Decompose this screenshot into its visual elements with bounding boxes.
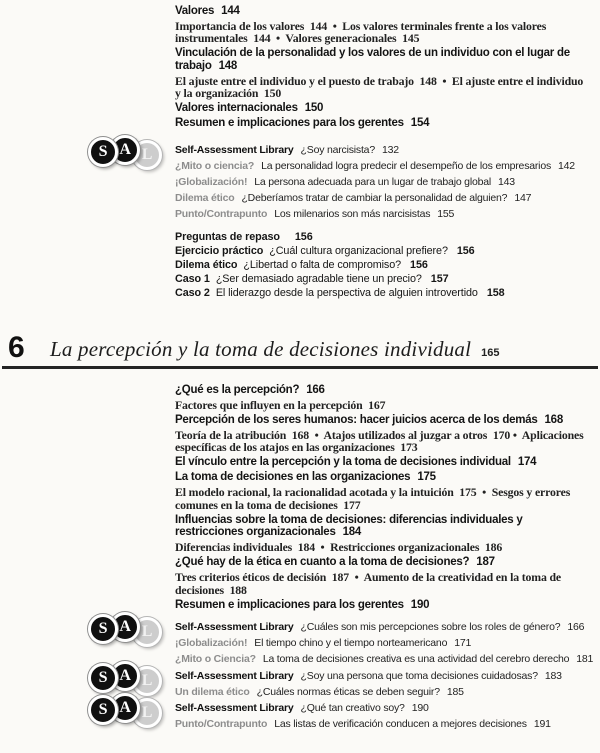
feature-label: Self-Assessment Library xyxy=(175,621,294,633)
section-heading-text: Resumen e implicaciones para los gerentes xyxy=(175,117,404,129)
review-title: ¿Ser demasiado agradable tiene un precio? xyxy=(215,273,422,286)
subsection-entry: Tres criterios éticos de decisión 187 • Aumento de la creatividad en la toma de decisiones 188 xyxy=(175,570,564,597)
page-number: 166 xyxy=(306,383,325,396)
feature-title: El tiempo chino y el tiempo norteamericano xyxy=(254,637,448,650)
review-label: Caso 2 xyxy=(175,287,210,300)
page-number: 148 xyxy=(218,59,238,72)
sal-feature-row xyxy=(98,618,589,640)
section-heading xyxy=(175,102,589,115)
section-heading xyxy=(175,47,589,72)
page-number: 175 xyxy=(417,471,436,483)
section-heading-text: Vinculación de la personalidad y los valores de un individuo con el lugar de trabajo xyxy=(175,47,570,72)
page-number: 171 xyxy=(454,637,472,650)
page-number: 166 xyxy=(567,621,585,633)
page-number: 185 xyxy=(446,685,464,698)
feature-row xyxy=(175,684,589,700)
section-heading-text: La toma de decisiones en las organizaciones xyxy=(175,471,411,483)
sal-circle-s: S xyxy=(88,614,118,644)
page-number: 150 xyxy=(304,102,324,114)
feature-label: Self-Assessment Library xyxy=(175,143,294,156)
feature-title: ¿Soy narcisista? xyxy=(300,143,375,156)
feature-row xyxy=(175,651,594,667)
page-number: 191 xyxy=(533,718,551,731)
section-heading xyxy=(175,5,589,18)
subsection-entry: El ajuste entre el individuo y el puesto de trabajo 148 • El ajuste entre el individuo y la organización 150 xyxy=(175,73,586,100)
sal-circle-a: A xyxy=(110,135,140,165)
review-list xyxy=(175,230,589,301)
section-heading-text: Influencias sobre la toma de decisiones: diferencias individuales y restricciones organizacionales xyxy=(175,513,523,538)
review-row xyxy=(175,244,589,258)
feature-title: ¿Cuáles normas éticas se deben seguir? xyxy=(256,685,440,698)
page-number: 142 xyxy=(558,159,575,172)
sal-feature-row xyxy=(98,699,589,722)
feature-title: La toma de decisiones creativa es una actividad del cerebro derecho xyxy=(262,653,570,666)
feature-title: ¿Qué tan creativo soy? xyxy=(300,702,405,715)
chapter-heading xyxy=(0,333,600,367)
chapter5-toc-column xyxy=(98,2,589,301)
page-number: 144 xyxy=(221,4,240,17)
subsection-entry: Importancia de los valores 144 • Los valores terminales frente a los valores instrumentales 144 • Valores generacionales 145 xyxy=(175,18,549,45)
sal-logo-icon xyxy=(88,135,162,165)
feature-label: Dilema ético xyxy=(175,192,235,205)
review-row xyxy=(175,286,589,300)
feature-row xyxy=(175,635,589,651)
page-number: 174 xyxy=(517,456,537,468)
feature-title: ¿Soy una persona que toma decisiones cuidadosas? xyxy=(300,669,538,682)
chapter-number: 6 xyxy=(8,331,25,364)
feature-row xyxy=(175,206,589,222)
review-label: Ejercicio práctico xyxy=(175,244,264,257)
section-heading xyxy=(175,384,589,397)
page-number: 156 xyxy=(456,244,475,257)
page-number: 132 xyxy=(381,143,399,156)
sal-logo-icon xyxy=(88,661,162,691)
page-number: 156 xyxy=(294,230,313,243)
feature-label: ¡Globalización! xyxy=(175,175,248,188)
feature-row xyxy=(175,716,589,732)
section-heading xyxy=(175,556,589,569)
chapter-title-text: La percepción y la toma de decisiones individual xyxy=(50,337,472,361)
page-number: 187 xyxy=(476,556,495,568)
page-number: 183 xyxy=(544,669,562,682)
sal-circle-a: A xyxy=(110,612,140,642)
sal-circle-s: S xyxy=(88,695,118,725)
sal-feature-row xyxy=(98,140,589,163)
feature-title: Las listas de verificación conducen a mejores decisiones xyxy=(274,718,527,731)
feature-label: ¿Mito o Ciencia? xyxy=(175,653,256,666)
feature-title: Los milenarios son más narcisistas xyxy=(274,208,431,221)
subsection-entry: Diferencias individuales 184 • Restricciones organizacionales 186 xyxy=(175,540,503,554)
feature-list xyxy=(98,140,589,223)
section-heading xyxy=(175,599,589,612)
feature-label: Punto/Contrapunto xyxy=(175,718,268,731)
sal-circle-s: S xyxy=(88,663,118,693)
section-heading-text: Valores internacionales xyxy=(175,102,298,114)
feature-row xyxy=(175,158,589,174)
page-number: 190 xyxy=(411,702,429,715)
feature-row xyxy=(175,174,589,190)
page-number: 168 xyxy=(544,413,563,426)
page-number: 156 xyxy=(410,258,428,271)
section-heading xyxy=(175,117,589,130)
subsection-entry: Factores que influyen en la percepción 167 xyxy=(175,397,386,412)
feature-title: ¿Deberíamos tratar de cambiar la personalidad de alguien? xyxy=(241,192,508,205)
page-number: 181 xyxy=(576,653,594,666)
review-label: Preguntas de repaso xyxy=(175,230,280,243)
feature-label: Self-Assessment Library xyxy=(175,669,294,682)
section-heading xyxy=(175,414,589,427)
review-label: Caso 1 xyxy=(175,273,210,286)
feature-label: ¡Globalización! xyxy=(175,637,248,650)
section-heading-text: ¿Qué es la percepción? xyxy=(175,383,300,396)
section-heading xyxy=(175,456,589,469)
sal-circle-s: S xyxy=(88,137,118,167)
review-row xyxy=(175,230,589,244)
section-heading-text: ¿Qué hay de la ética en cuanto a la toma de decisiones? xyxy=(175,556,470,568)
page-number: 157 xyxy=(430,273,449,286)
review-label: Dilema ético xyxy=(175,258,238,271)
subsection-entry: Teoría de la atribución 168 • Atajos utilizados al juzgar a otros 170 • Aplicaciones específicas de los atajos en las organizaciones 173 xyxy=(175,427,587,454)
chapter6-toc-column xyxy=(98,381,594,732)
page-number: 154 xyxy=(410,117,430,129)
review-title: ¿Cuál cultura organizacional prefiere? xyxy=(269,244,448,257)
page-number: 155 xyxy=(437,208,455,221)
feature-title: La persona adecuada para un lugar de trabajo global xyxy=(254,175,492,188)
feature-label: Self-Assessment Library xyxy=(175,702,294,715)
section-heading xyxy=(175,514,589,539)
chapter-title xyxy=(50,336,500,366)
section-heading-text: Percepción de los seres humanos: hacer juicios acerca de los demás xyxy=(175,413,538,426)
review-title: ¿Libertad o falta de compromiso? xyxy=(243,258,402,271)
feature-label: Punto/Contrapunto xyxy=(175,208,268,221)
subsection-entry: El modelo racional, la racionalidad acotada y la intuición 175 • Sesgos y errores comunes en la toma de decisiones 177 xyxy=(175,485,573,512)
feature-label: ¿Mito o ciencia? xyxy=(175,159,255,172)
page-number: 143 xyxy=(498,175,515,188)
chapter-divider-rule xyxy=(2,366,598,369)
sal-circle-l: L xyxy=(132,666,162,696)
sal-circle-l: L xyxy=(132,140,162,170)
feature-list xyxy=(98,618,594,732)
review-title: El liderazgo desde la perspectiva de alguien introvertido xyxy=(215,287,478,300)
sal-circle-l: L xyxy=(132,698,162,728)
review-row xyxy=(175,258,589,272)
sal-logo-icon xyxy=(88,612,162,642)
section-heading xyxy=(175,471,589,484)
feature-title: ¿Cuáles son mis percepciones sobre los roles de género? xyxy=(300,621,561,633)
feature-title: La personalidad logra predecir el desempeño de los empresarios xyxy=(261,159,552,172)
section-heading-text: Resumen e implicaciones para los gerentes xyxy=(175,598,404,611)
feature-row xyxy=(175,190,589,206)
page-number: 190 xyxy=(410,598,430,611)
feature-label: Un dilema ético xyxy=(175,685,250,698)
page-number: 147 xyxy=(514,192,532,205)
section-heading-text: Valores xyxy=(175,4,215,17)
sal-logo-icon xyxy=(88,693,162,723)
sal-circle-a: A xyxy=(110,661,140,691)
sal-circle-a: A xyxy=(110,693,140,723)
sal-circle-l: L xyxy=(132,617,162,647)
page-number: 184 xyxy=(342,526,362,538)
review-row xyxy=(175,272,589,286)
page-number: 158 xyxy=(486,287,505,300)
section-heading-text: El vínculo entre la percepción y la toma de decisiones individual xyxy=(175,456,511,468)
sal-feature-row xyxy=(98,666,589,689)
chapter-page-number: 165 xyxy=(481,347,500,359)
